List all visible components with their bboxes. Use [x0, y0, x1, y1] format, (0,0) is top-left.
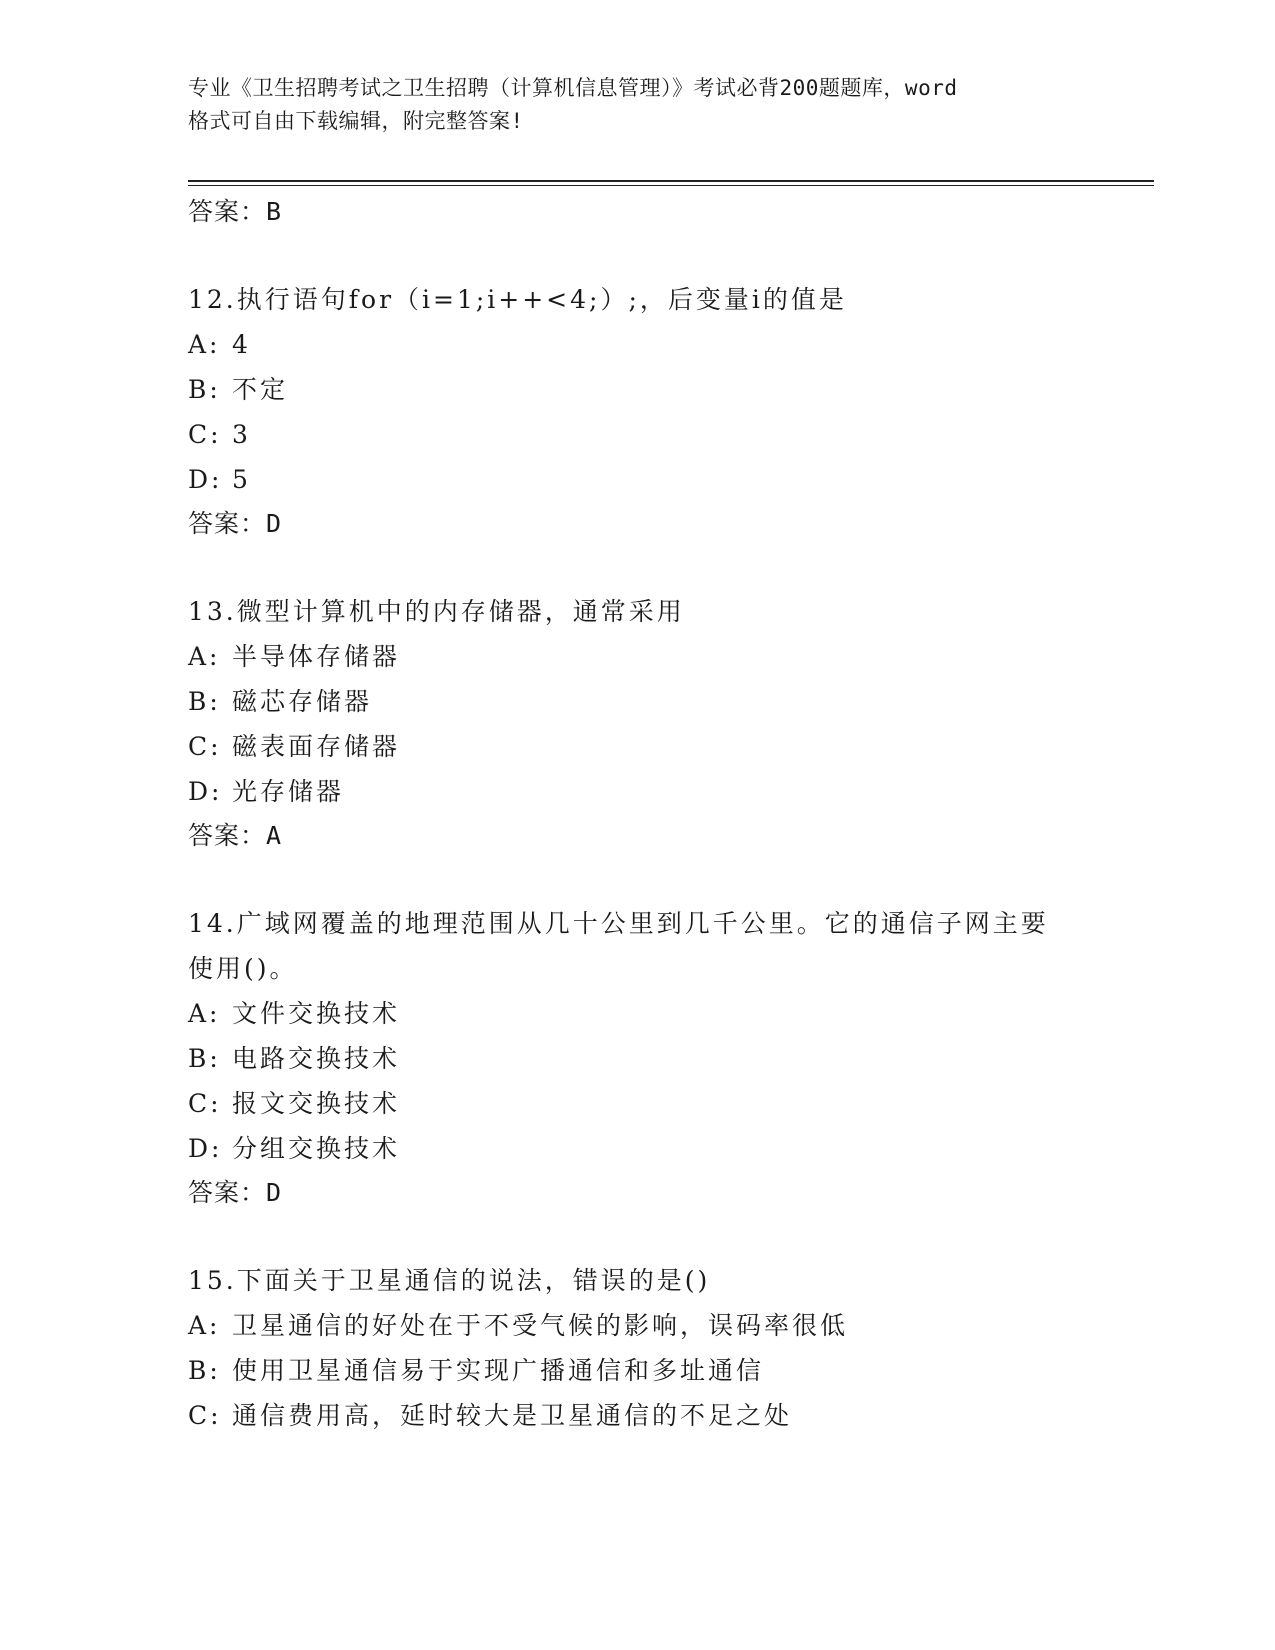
option-letter: C:	[188, 1401, 222, 1430]
option-text: 磁表面存储器	[232, 732, 401, 761]
header-divider-thin	[188, 185, 1154, 186]
option-letter: A:	[188, 999, 221, 1028]
option-letter: D:	[188, 465, 223, 494]
question-12	[188, 277, 1154, 546]
option-text: 卫星通信的好处在于不受气候的影响，误码率很低	[232, 1311, 849, 1340]
option-text: 3	[232, 420, 251, 449]
answer-line: 答案：D	[188, 1178, 283, 1207]
document-header	[188, 72, 1088, 138]
question-text: 12.执行语句for（i=1;i++<4;）;，后变量i的值是	[188, 285, 847, 314]
option-text: 5	[232, 465, 251, 494]
option-text: 文件交换技术	[232, 999, 401, 1028]
option-b	[188, 679, 1154, 724]
option-text: 磁芯存储器	[232, 687, 373, 716]
option-d	[188, 1126, 1154, 1171]
question-15	[188, 1258, 1154, 1438]
option-b	[188, 1348, 1154, 1393]
option-text: 光存储器	[232, 777, 345, 806]
option-text: 电路交换技术	[232, 1044, 401, 1073]
answer-line: 答案：D	[188, 509, 283, 538]
option-text: 通信费用高，延时较大是卫星通信的不足之处	[232, 1401, 793, 1430]
option-d	[188, 769, 1154, 814]
option-letter: D:	[188, 777, 223, 806]
question-text: 14.广域网覆盖的地理范围从几十公里到几千公里。它的通信子网主要	[188, 909, 1049, 938]
header-divider	[188, 180, 1154, 182]
option-c	[188, 412, 1154, 457]
option-a	[188, 634, 1154, 679]
option-c	[188, 724, 1154, 769]
option-text: 使用卫星通信易于实现广播通信和多址通信	[232, 1356, 765, 1385]
option-text: 报文交换技术	[232, 1089, 401, 1118]
question-text-continued: 使用()。	[188, 954, 298, 983]
question-14	[188, 901, 1154, 1215]
header-line-1: 专业《卫生招聘考试之卫生招聘（计算机信息管理）》考试必背200题题库，word	[188, 76, 958, 100]
answer-line: 答案：A	[188, 821, 283, 850]
option-letter: A:	[188, 1311, 221, 1340]
question-text: 13.微型计算机中的内存储器，通常采用	[188, 597, 685, 626]
option-a	[188, 991, 1154, 1036]
option-c	[188, 1393, 1154, 1438]
option-letter: C:	[188, 1089, 222, 1118]
option-letter: B:	[188, 1044, 221, 1073]
option-text: 半导体存储器	[232, 642, 401, 671]
option-d	[188, 457, 1154, 502]
option-letter: D:	[188, 1134, 223, 1163]
option-b	[188, 1036, 1154, 1081]
option-a	[188, 1303, 1154, 1348]
option-letter: B:	[188, 1356, 221, 1385]
option-letter: B:	[188, 375, 221, 404]
header-line-2: 格式可自由下载编辑，附完整答案!	[188, 109, 524, 133]
option-letter: A:	[188, 330, 221, 359]
option-letter: B:	[188, 687, 221, 716]
option-letter: A:	[188, 642, 221, 671]
option-c	[188, 1081, 1154, 1126]
option-b	[188, 367, 1154, 412]
option-text: 分组交换技术	[232, 1134, 401, 1163]
option-a	[188, 322, 1154, 367]
option-letter: C:	[188, 420, 222, 449]
previous-answer: 答案：B	[188, 197, 283, 226]
option-text: 4	[232, 330, 251, 359]
question-text: 15.下面关于卫星通信的说法，错误的是()	[188, 1266, 711, 1295]
question-list	[188, 190, 1154, 1438]
option-text: 不定	[232, 375, 289, 404]
question-13	[188, 589, 1154, 858]
option-letter: C:	[188, 732, 222, 761]
